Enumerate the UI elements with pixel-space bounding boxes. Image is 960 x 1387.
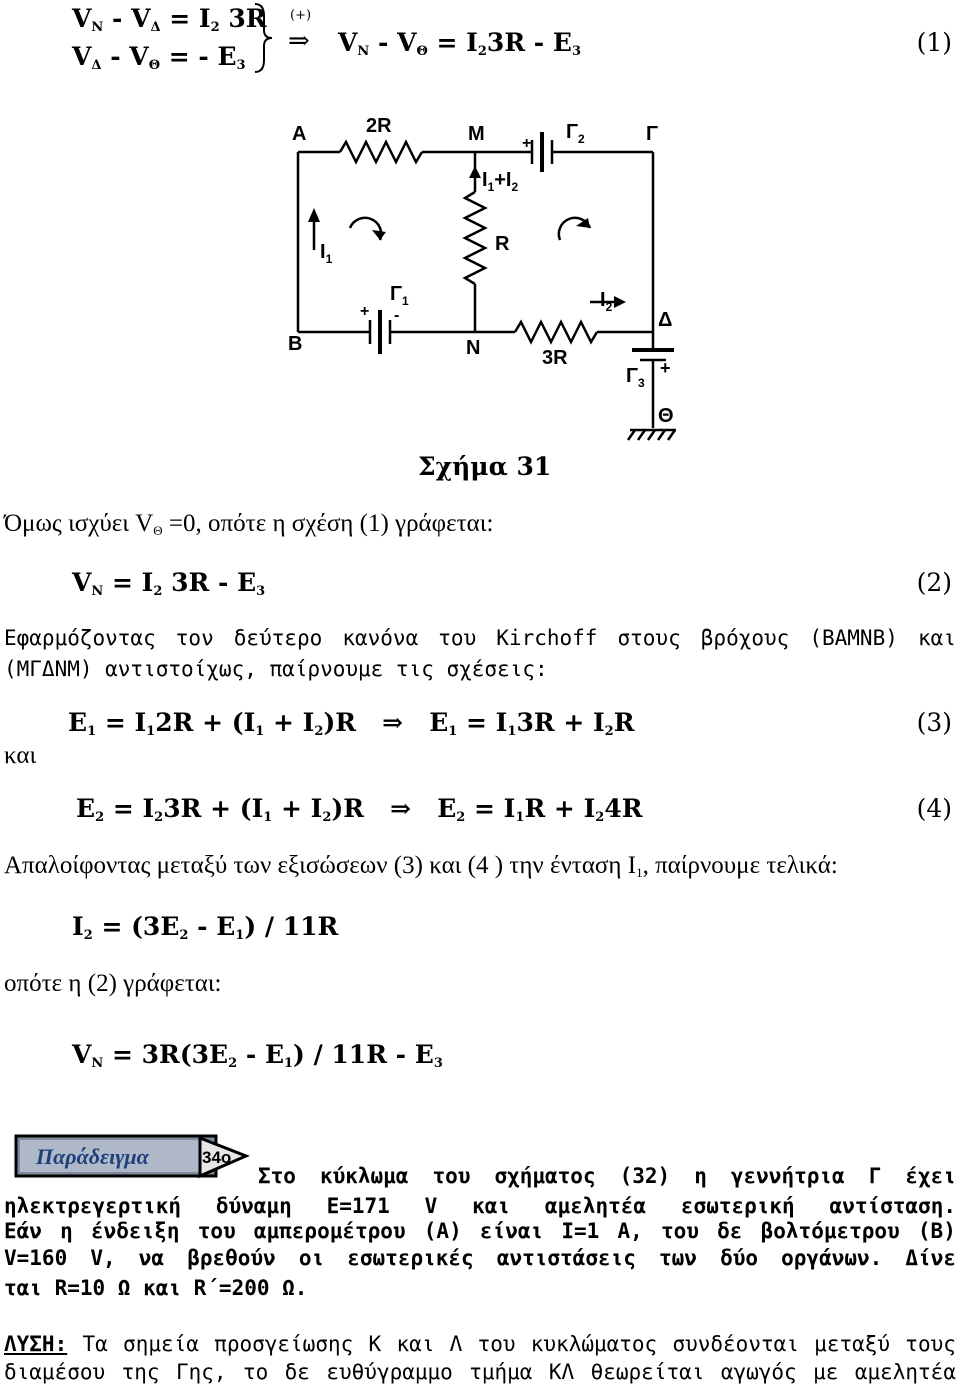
example-badge-label: Παράδειγμα (36, 1144, 149, 1169)
resistor-label-3r: 3R (542, 347, 568, 369)
resistor-label-r: R (495, 233, 510, 255)
equation-4: $E_2 = I_23R + (I_1 + I_2)R$ ⇒ $E_2 = I_1R + I_24R$ (76, 794, 643, 825)
eq-number-1: (1) (916, 28, 952, 57)
node-label-th: Θ (658, 405, 674, 427)
node-label-g: Γ (646, 123, 659, 145)
equation-2: $V_N = I_2$ $3R - E_3$ (72, 568, 266, 599)
plus-sign: + (360, 303, 370, 320)
example-line3: Εάν η ένδειξη του αμπερομέτρου (Α) είναι Ι=1 Α, του δε βολτόμετρου (Β) (4, 1219, 956, 1243)
word-kai: και (4, 742, 37, 769)
equation-i2: $I_2 = (3E_2 - E_1) / 11R$ (72, 912, 339, 943)
eq-top-result: $V_N - V_\Theta = I_23R - E_3$ (338, 28, 581, 59)
battery-label-g3: $\Gamma_3$ (626, 365, 645, 390)
eq-number-4: (4) (916, 794, 952, 823)
example-line4: V=160 V, να βρεθούν οι εσωτερικές αντιστάσεις των δύο οργάνων. Δίνε (4, 1246, 956, 1270)
battery-label-g1: $\Gamma_1$ (390, 283, 409, 308)
plus-sign: + (522, 135, 532, 152)
minus-sign: - (394, 307, 400, 324)
node-label-a: Α (292, 123, 307, 145)
circuit-diagram (270, 110, 700, 450)
current-label-i1i2: $I_1+I_2$ (482, 169, 519, 194)
example-line2: ηλεκτρεγερτική δύναμη Ε=171 V και αμελητέα εσωτερική αντίσταση. (4, 1194, 956, 1218)
implies-arrow-icon: ⇒ (288, 26, 310, 56)
eq-top-line1: $V_N - V_\Delta = I_2$ 3R (72, 4, 267, 35)
node-label-m: Μ (468, 123, 485, 145)
current-label-i1: $I_1$ (320, 241, 333, 266)
paragraph-2-line1: Εφαρμόζοντας τον δεύτερο κανόνα του Kirchoff στους βρόχους (ΒΑΜΝΒ) και (4, 626, 956, 650)
example-line5: ται R=10 Ω και R΄=200 Ω. (4, 1276, 308, 1300)
solution-label: ΛΥΣΗ: (4, 1332, 68, 1356)
current-label-i2: $I_2$ (600, 289, 613, 314)
paragraph-2-line2: (ΜΓΔΝΜ) αντιστοίχως, παίρνουμε τις σχέσεις: (4, 657, 548, 681)
node-label-b: Β (288, 333, 303, 355)
plus-annotation: (+) (290, 8, 312, 23)
equation-3: $E_1 = I_12R + (I_1 + I_2)R$ ⇒ $E_1 = I_13R + I_2R$ (68, 708, 635, 739)
resistor-label-2r: 2R (366, 115, 392, 137)
plus-sign: + (660, 358, 671, 378)
solution-line2: διαμέσου της Γης, το δε ευθύγραμμο τμήμα ΚΛ θεωρείται αγωγός με αμελητέα (4, 1360, 956, 1384)
paragraph-1: Όμως ισχύει $V_\Theta =0$, οπότε η σχέση (1) γράφεται: (4, 510, 494, 538)
paragraph-4: οπότε η (2) γράφεται: (4, 970, 222, 997)
example-badge (14, 1132, 250, 1180)
node-label-d: Δ (658, 309, 673, 331)
equation-vn: $V_N = 3R(3E_2 - E_1) / 11R - E_3$ (72, 1040, 443, 1071)
paragraph-3: Απαλοίφοντας μεταξύ των εξισώσεων (3) και (4 ) την ένταση $I_1$, παίρνουμε τελικά: (4, 852, 838, 880)
figure-caption: Σχήμα 31 (418, 452, 552, 481)
eq-top-line2: $V_\Delta - V_\Theta$ = - $E_3$ (72, 42, 246, 73)
eq-number-3: (3) (916, 708, 952, 737)
node-label-n: Ν (466, 337, 481, 359)
solution-line1: ΛΥΣΗ: Τα σημεία προσγείωσης Κ και Λ του κυκλώματος συνδέονται μεταξύ τους (4, 1332, 956, 1356)
example-number: 34ο (202, 1148, 232, 1167)
right-brace-icon (252, 2, 274, 74)
example-line1: Στο κύκλωμα του σχήματος (32) η γεννήτρια Γ έχει (258, 1164, 956, 1188)
battery-label-g2: $\Gamma_2$ (566, 121, 585, 146)
eq-number-2: (2) (916, 568, 952, 597)
